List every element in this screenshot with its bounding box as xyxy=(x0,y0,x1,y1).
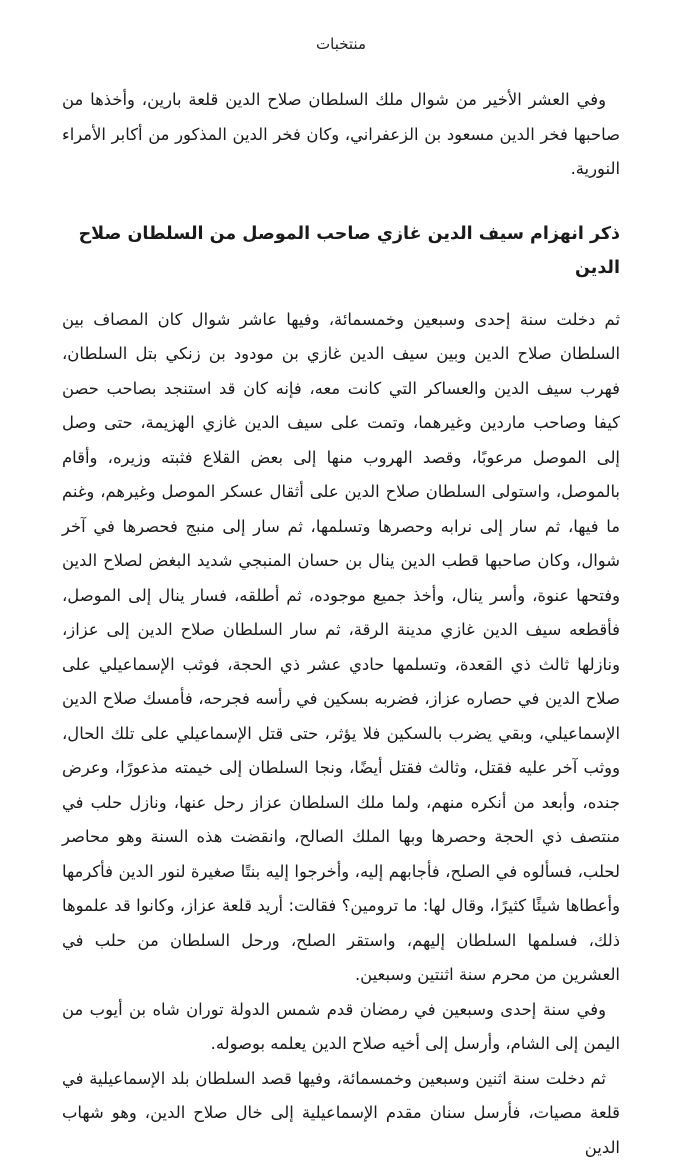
paragraph: ثم دخلت سنة إحدى وسبعين وخمسمائة، وفيها عاشر شوال كان المصاف بين السلطان صلاح الدين وبين سيف الدين غازي بن مودود بن زنكي بتل السلطان، فهرب سيف الدين والعساكر التي كانت معه، فإنه كان قد استنجد بصاحب حصن كيفا وصاحب ماردين وغيرهما، وتمت على سيف الدين غازي الهزيمة، حتى وصل إلى الموصل مرعوبًا، وقصد الهروب منها إلى بعض القلاع فثبته وزيره، وأقام بالموصل، واستولى السلطان صلاح الدين على أثقال عسكر الموصل وغيرهم، وغنم ما فيها، ثم سار إلى نرابه وحصرها وتسلمها، ثم سار إلى منبج فحصرها في آخر شوال، وكان صاحبها قطب الدين ينال بن حسان المنبجي شديد البغض لصلاح الدين وفتحها عنوة، وأسر ينال، وأخذ جميع موجوده، ثم أطلقه، فسار ينال إلى الموصل، فأقطعه سيف الدين غازي مدينة الرقة، ثم سار السلطان صلاح الدين إلى عزاز، ونازلها ثالث ذي القعدة، وتسلمها حادي عشر ذي الحجة، فوثب الإسماعيلي على صلاح الدين في حصاره عزاز، فضربه بسكين في رأسه فجرحه، فأمسك صلاح الدين الإسماعيلي، وبقي يضرب بالسكين فلا يؤثر، حتى قتل الإسماعيلي على تلك الحال، ووثب آخر عليه فقتل، وثالث فقتل أيضًا، ونجا السلطان إلى خيمته مذعورًا، وعرض جنده، وأبعد من أنكره منهم، ولما ملك السلطان عزاز رحل عنها، ونازل حلب في منتصف ذي الحجة وحصرها وبها الملك الصالح، وانقضت هذه السنة وهو محاصر لحلب، فسألوه في الصلح، فأجابهم إليه، وأخرجوا إليه بنتًا صغيرة لنور الدين فأكرمها وأعطاها شيئًا كثيرًا، وقال لها: ما ترومين؟ فقالت: أريد قلعة عزاز، وكانوا قد علموها ذلك، فسلمها السلطان إليهم، واستقر الصلح، ورحل السلطان من حلب في العشرين من محرم سنة اثنتين وسبعين. xyxy=(62,303,620,993)
paragraph: وفي العشر الأخير من شوال ملك السلطان صلاح الدين قلعة بارين، وأخذها من صاحبها فخر الدين مسعود بن الزعفراني، وكان فخر الدين المذكور من أكابر الأمراء النورية. xyxy=(62,83,620,187)
running-head: منتخبات xyxy=(62,0,620,54)
paragraph: ثم دخلت سنة اثنين وسبعين وخمسمائة، وفيها قصد السلطان بلد الإسماعيلية في قلعة مصيات، فأرسل سنان مقدم الإسماعيلية إلى خال صلاح الدين، وهو شهاب الدين xyxy=(62,1062,620,1165)
section-heading: ذكر انهزام سيف الدين غازي صاحب الموصل من السلطان صلاح الدين xyxy=(62,217,620,285)
paragraph: وفي سنة إحدى وسبعين في رمضان قدم شمس الدولة توران شاه بن أيوب من اليمن إلى الشام، وأرسل إلى أخيه صلاح الدين يعلمه بوصوله. xyxy=(62,993,620,1062)
